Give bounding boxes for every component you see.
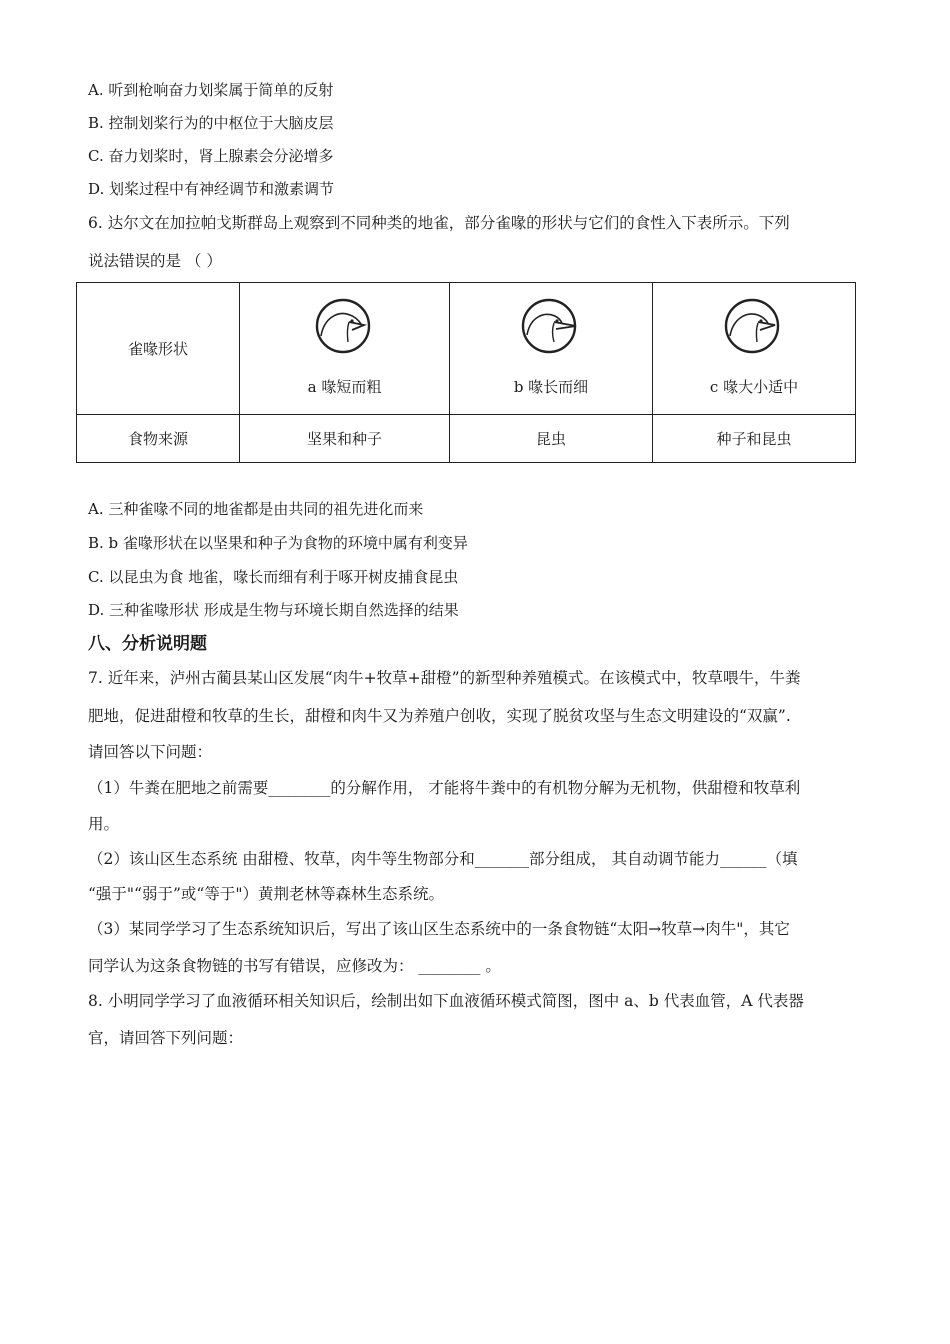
beak-label-a: a 喙短而粗 bbox=[307, 378, 382, 396]
q7-part3-line2: 同学认为这条食物链的书写有错误，应修改为： ________ 。 bbox=[88, 957, 501, 975]
q7-line-1: 7. 近年来，泸州古蔺县某山区发展“肉牛+牧草+甜橙”的新型种养殖模式。在该模式中，牧草喂牛，牛粪 bbox=[88, 669, 801, 687]
q6-option-b: B. b 雀喙形状在以坚果和种子为食物的环境中属有利变异 bbox=[88, 534, 468, 552]
q6-option-a: A. 三种雀喙不同的地雀都是由共同的祖先进化而来 bbox=[88, 500, 424, 518]
q6-option-d: D. 三种雀喙形状 形成是生物与环境长期自然选择的结果 bbox=[88, 601, 459, 619]
q7-part1-line1: （1）牛粪在肥地之前需要________的分解作用， 才能将牛粪中的有机物分解为无机物，供甜橙和牧草利 bbox=[88, 779, 801, 797]
section-heading: 八、分析说明题 bbox=[88, 634, 207, 654]
beak-cell-b bbox=[450, 283, 653, 415]
food-source-header: 食物来源 bbox=[77, 415, 240, 463]
food-source-c: 种子和昆虫 bbox=[653, 415, 856, 463]
bird-head-short-thick-beak-icon bbox=[314, 298, 376, 354]
q7-part3-line1: （3）某同学学习了生态系统知识后，写出了该山区生态系统中的一条食物链“太阳→牧草→肉牛"，其它 bbox=[88, 920, 790, 938]
bird-head-long-thin-beak-icon bbox=[520, 298, 582, 354]
bird-head-medium-beak-icon bbox=[723, 298, 785, 354]
q6-stem-line2: 说法错误的是 （ ） bbox=[88, 252, 222, 270]
beak-cell-c bbox=[653, 283, 856, 415]
q7-line-3: 请回答以下问题： bbox=[88, 743, 213, 761]
q7-part2-line2: “强于"“弱于”或“等于"）黄荆老林等森林生态系统。 bbox=[88, 885, 444, 903]
food-source-b: 昆虫 bbox=[450, 415, 653, 463]
beak-table bbox=[76, 282, 856, 463]
q7-part2-line1: （2）该山区生态系统 由甜橙、牧草，肉牛等生物部分和_______部分组成， 其自动调节能力______（填 bbox=[88, 850, 798, 868]
q5-option-d: D. 划桨过程中有神经调节和激素调节 bbox=[88, 180, 335, 198]
beak-cell-a bbox=[240, 283, 450, 415]
q6-stem-line1: 6. 达尔文在加拉帕戈斯群岛上观察到不同种类的地雀，部分雀喙的形状与它们的食性入下表所示。下列 bbox=[88, 214, 790, 232]
beak-label-c: c 喙大小适中 bbox=[709, 378, 799, 396]
q5-option-a: A. 听到枪响奋力划桨属于简单的反射 bbox=[88, 81, 334, 99]
q7-line-2: 肥地，促进甜橙和牧草的生长，甜橙和肉牛又为养殖户创收，实现了脱贫攻坚与生态文明建设的“双赢”. bbox=[88, 707, 791, 725]
q5-option-c: C. 奋力划桨时，肾上腺素会分泌增多 bbox=[88, 147, 334, 165]
food-source-a: 坚果和种子 bbox=[240, 415, 450, 463]
beak-shape-header: 雀喙形状 bbox=[77, 283, 240, 415]
beak-label-b: b 喙长而细 bbox=[513, 378, 589, 396]
q8-line-1: 8. 小明同学学习了血液循环相关知识后，绘制出如下血液循环模式简图，图中 a、b 代表血管，A 代表器 bbox=[88, 992, 804, 1010]
q6-option-c: C. 以昆虫为食 地雀，喙长而细有利于啄开树皮捕食昆虫 bbox=[88, 568, 459, 586]
q7-part1-line2: 用。 bbox=[88, 815, 120, 833]
q8-line-2: 官，请回答下列问题： bbox=[88, 1029, 244, 1047]
q5-option-b: B. 控制划桨行为的中枢位于大脑皮层 bbox=[88, 114, 334, 132]
